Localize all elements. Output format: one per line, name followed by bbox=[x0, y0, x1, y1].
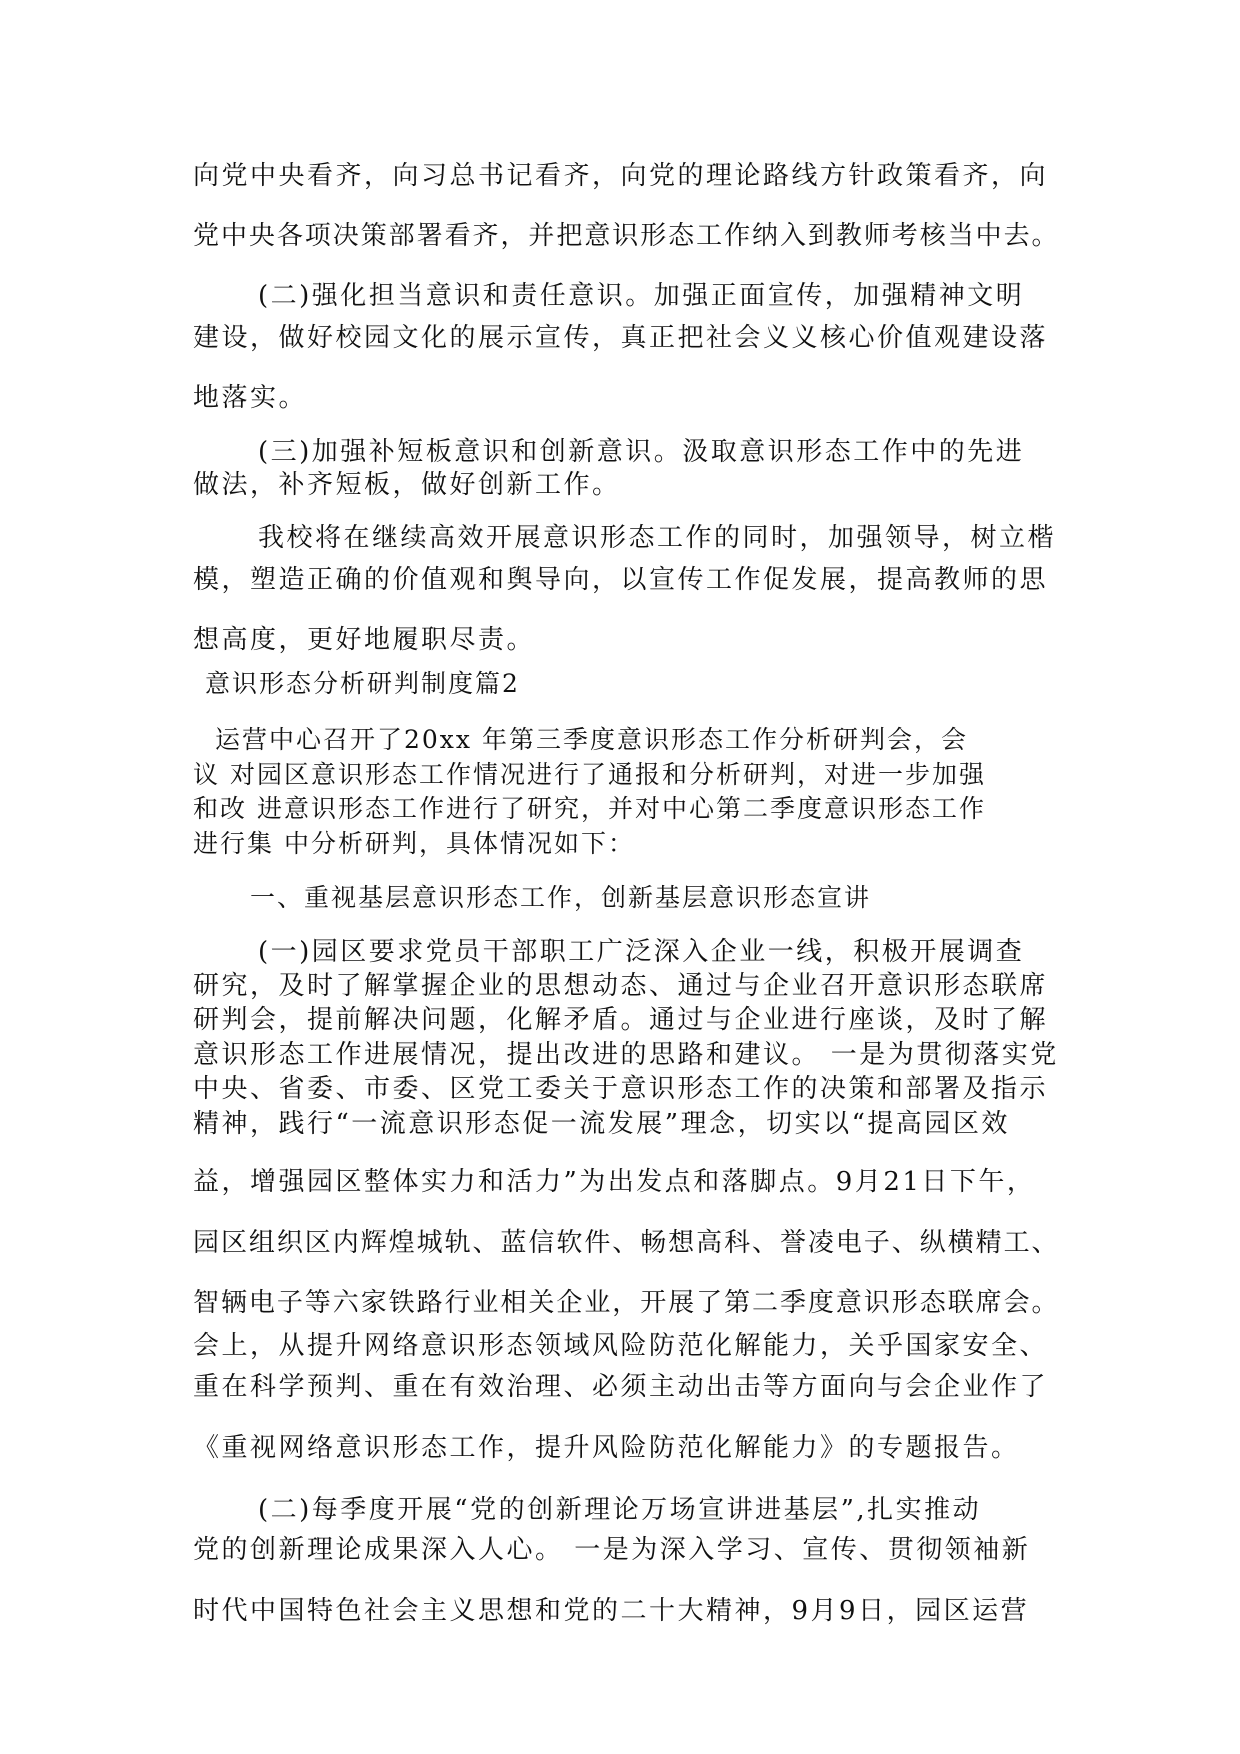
body-line: 党中央各项决策部署看齐，并把意识形态工作纳入到教师考核当中去。 bbox=[193, 221, 1060, 251]
body-line: 精神，践行“一流意识形态促一流发展”理念，切实以“提高园区效 bbox=[193, 1109, 1010, 1139]
paragraph-heading-line: (二)强化担当意识和责任意识。加强正面宣传，加强精神文明 bbox=[258, 281, 1025, 311]
body-line: 园区组织区内辉煌城轨、蓝信软件、畅想高科、誉凌电子、纵横精工、 bbox=[193, 1228, 1060, 1258]
body-line: 运营中心召开了20xx 年第三季度意识形态工作分析研判会，会 bbox=[215, 725, 968, 754]
body-line: 《重视网络意识形态工作，提升风险防范化解能力》的专题报告。 bbox=[193, 1433, 1020, 1463]
body-line: 地落实。 bbox=[193, 383, 308, 413]
body-line: 建设，做好校园文化的展示宣传，真正把社会义义核心价值观建设落 bbox=[193, 323, 1049, 353]
body-line: 益，增强园区整体实力和活力”为出发点和落脚点。9月21日下午， bbox=[193, 1167, 1036, 1197]
body-line: 我校将在继续高效开展意识形态工作的同时，加强领导，树立楷 bbox=[258, 523, 1057, 553]
body-line: 智辆电子等六家铁路行业相关企业，开展了第二季度意识形态联席会。 bbox=[193, 1288, 1060, 1318]
body-line: 做法，补齐短板，做好创新工作。 bbox=[193, 470, 621, 500]
body-line: 中央、省委、市委、区党工委关于意识形态工作的决策和部署及指示 bbox=[193, 1074, 1049, 1104]
body-line: 想高度，更好地履职尽责。 bbox=[193, 625, 536, 655]
body-line: 议 对园区意识形态工作情况进行了通报和分析研判，对进一步加强 bbox=[193, 760, 986, 789]
body-line: 重在科学预判、重在有效治理、必须主动出击等方面向与会企业作了 bbox=[193, 1372, 1049, 1402]
body-line: 研究，及时了解掌握企业的思想动态、通过与企业召开意识形态联席 bbox=[193, 971, 1049, 1001]
section-subtitle: 一、重视基层意识形态工作，创新基层意识形态宣讲 bbox=[250, 883, 872, 912]
body-line: 进行集 中分析研判，具体情况如下： bbox=[193, 829, 635, 858]
body-line: 时代中国特色社会主义思想和党的二十大精神，9月9日，园区运营 bbox=[193, 1596, 1030, 1626]
paragraph-heading-line: (二)每季度开展“党的创新理论万场宣讲进基层”,扎实推动 bbox=[258, 1495, 982, 1525]
body-line: 模，塑造正确的价值观和舆导向，以宣传工作促发展，提高教师的思 bbox=[193, 565, 1049, 595]
body-line: 党的创新理论成果深入人心。 一是为深入学习、宣传、贯彻领袖新 bbox=[193, 1535, 1031, 1565]
paragraph-heading-line: (一)园区要求党员干部职工广泛深入企业一线，积极开展调查 bbox=[258, 937, 1025, 967]
body-line: 和改 进意识形态工作进行了研究，并对中心第二季度意识形态工作 bbox=[193, 794, 986, 823]
body-line: 向党中央看齐，向习总书记看齐，向党的理论路线方针政策看齐，向 bbox=[193, 161, 1049, 191]
body-line: 研判会，提前解决问题，化解矛盾。通过与企业进行座谈，及时了解 bbox=[193, 1005, 1049, 1035]
section-title: 意识形态分析研判制度篇2 bbox=[205, 669, 520, 698]
body-line: 意识形态工作进展情况，提出改进的思路和建议。 一是为贯彻落实党 bbox=[193, 1040, 1059, 1070]
body-line: 会上，从提升网络意识形态领域风险防范化解能力，关乎国家安全、 bbox=[193, 1331, 1049, 1361]
paragraph-heading-line: (三)加强补短板意识和创新意识。汲取意识形态工作中的先进 bbox=[258, 437, 1025, 467]
